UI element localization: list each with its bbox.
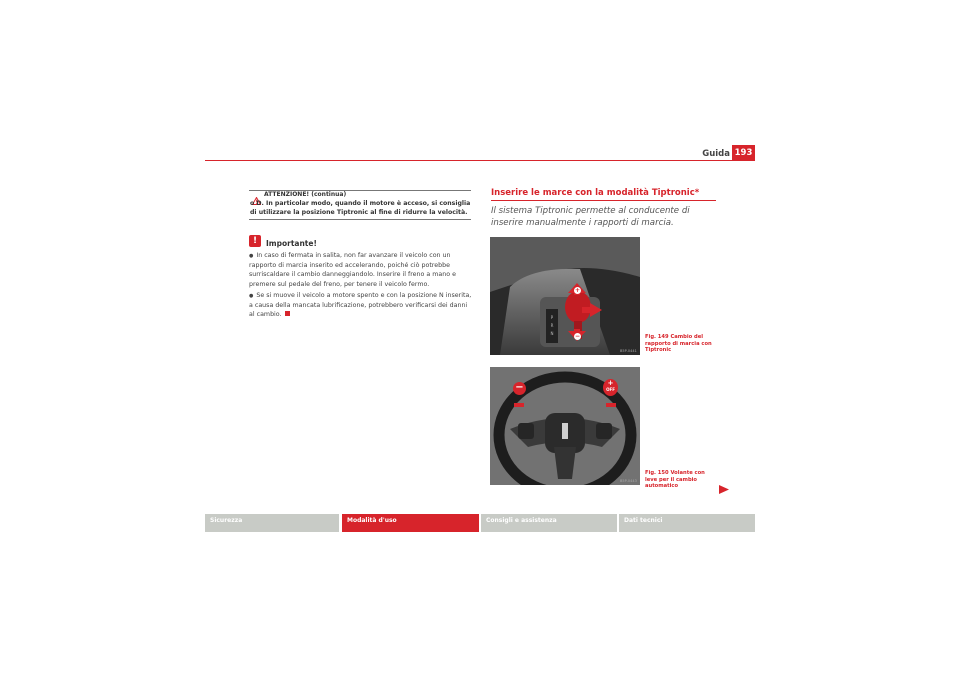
section-rule [491, 200, 716, 201]
figure-gear-selector [490, 237, 640, 355]
figure-caption: Fig. 149 Cambio del rapporto di marcia con Tiptronic [645, 334, 712, 353]
next-page-arrow-icon[interactable] [719, 479, 729, 498]
bullet-icon: ● [249, 253, 254, 259]
important-icon: ! [249, 235, 261, 247]
chapter-title: Guida [702, 149, 730, 159]
header-rule [205, 160, 755, 161]
important-paragraph: ● Se si muove il veicolo a motore spento e con la posizione N inserita, a causa della mancata lubrificazione, potrebbero verificarsi dei danni al cambio. [249, 291, 472, 319]
figure-code: B5P-0443 [620, 479, 637, 483]
plus-off-paddle-icon: + OFF [603, 379, 618, 396]
minus-paddle-icon: − [513, 382, 526, 395]
footer-tab-dati-tecnici[interactable]: Dati tecnici [619, 514, 755, 532]
warning-text: o D. In particolar modo, quando il motore è acceso, si consiglia di utilizzare la posizione Tiptronic al fine di ridurre la velocità. [250, 200, 471, 216]
svg-text:P: P [550, 315, 554, 320]
bullet-icon: ● [249, 292, 254, 299]
warning-heading: ATTENZIONE! (continua) [264, 191, 347, 198]
figure-steering-wheel [490, 367, 640, 485]
important-paragraph: ● In caso di fermata in salita, non far avanzare il veicolo con un rapporto di marcia inserito ed accelerando, poiché ciò potrebbe surriscaldare il cambio danneggiandolo. Inserire il freno a mano e premere sul pedale del freno, per tenere il veicolo fermo. [249, 252, 456, 288]
off-label: OFF [606, 387, 615, 392]
figure-caption: Fig. 150 Volante con leve per il cambio automatico [645, 470, 705, 489]
end-of-section-icon [285, 311, 290, 316]
section-intro: Il sistema Tiptronic permette al conducente di inserire manualmente i rapporti di marcia. [491, 206, 690, 228]
minus-icon: − [574, 333, 581, 340]
important-body [249, 251, 474, 321]
footer-tab-consigli-assistenza[interactable]: Consigli e assistenza [481, 514, 617, 532]
section-title: Inserire le marce con la modalità Tiptronic* [491, 188, 700, 198]
footer-tab-sicurezza[interactable]: Sicurezza [205, 514, 339, 532]
svg-text:R: R [550, 323, 554, 328]
important-title: Importante! [266, 239, 317, 248]
svg-text:N: N [550, 331, 554, 336]
figure-code: B5P-0441 [620, 349, 637, 353]
plus-icon: + [574, 287, 581, 294]
footer-tab-modalita-uso[interactable]: Modalità d'uso [342, 514, 479, 532]
page-number: 193 [732, 145, 755, 161]
